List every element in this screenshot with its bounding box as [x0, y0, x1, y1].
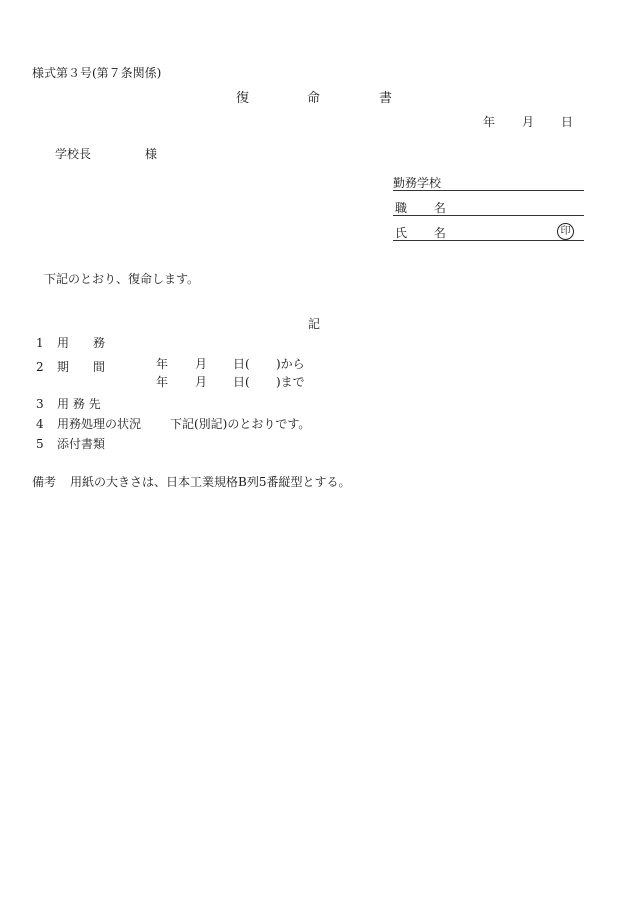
- item-1-label-b: 務: [93, 336, 106, 350]
- date-day: 日: [561, 115, 574, 129]
- item-2-number: 2: [36, 360, 44, 374]
- item-3-label: 用 務 先: [57, 397, 101, 411]
- title-char-1: 復: [236, 91, 250, 106]
- item-3-number: 3: [36, 397, 44, 411]
- date-month: 月: [522, 115, 535, 129]
- period-to-day: 日(: [233, 375, 250, 389]
- item-2-label-a: 期: [57, 360, 70, 374]
- item-1-number: 1: [36, 336, 44, 350]
- name-field[interactable]: [393, 227, 584, 241]
- item-4-label: 用務処理の状況: [57, 417, 142, 431]
- school-field[interactable]: [393, 177, 584, 191]
- title-char-3: 書: [379, 91, 393, 106]
- item-5-number: 5: [36, 437, 44, 451]
- addressee: 学校長: [55, 147, 92, 161]
- remarks-text: 用紙の大きさは、日本工業規格B列5番縦型とする。: [70, 475, 351, 489]
- remarks-label: 備考: [32, 475, 57, 489]
- honorific: 様: [145, 147, 158, 161]
- period-from-month: 月: [195, 357, 208, 371]
- item-1-label-a: 用: [57, 336, 70, 350]
- ki-heading: 記: [308, 317, 321, 331]
- school-label: 勤務学校: [393, 176, 442, 190]
- item-5-label: 添付書類: [57, 437, 106, 451]
- intro-text: 下記のとおり、復命します。: [44, 272, 200, 286]
- seal-mark: 印: [557, 223, 574, 240]
- period-to-year: 年: [156, 375, 169, 389]
- period-from-day: 日(: [233, 357, 250, 371]
- item-4-number: 4: [36, 417, 44, 431]
- item-2-label-b: 間: [93, 360, 106, 374]
- period-from-year: 年: [156, 357, 169, 371]
- period-from-suffix: )から: [276, 357, 305, 371]
- item-4-value: 下記(別記)のとおりです。: [170, 417, 311, 431]
- position-label-2: 名: [433, 201, 446, 215]
- period-to-month: 月: [195, 375, 208, 389]
- name-label-2: 名: [433, 226, 446, 240]
- form-number: 様式第３号(第７条関係): [32, 66, 162, 80]
- period-to-suffix: )まで: [276, 375, 305, 389]
- date-year: 年: [483, 115, 496, 129]
- title-char-2: 命: [307, 91, 321, 106]
- position-label-1: 職: [395, 201, 408, 215]
- name-label-1: 氏: [395, 226, 408, 240]
- position-field[interactable]: [393, 202, 584, 216]
